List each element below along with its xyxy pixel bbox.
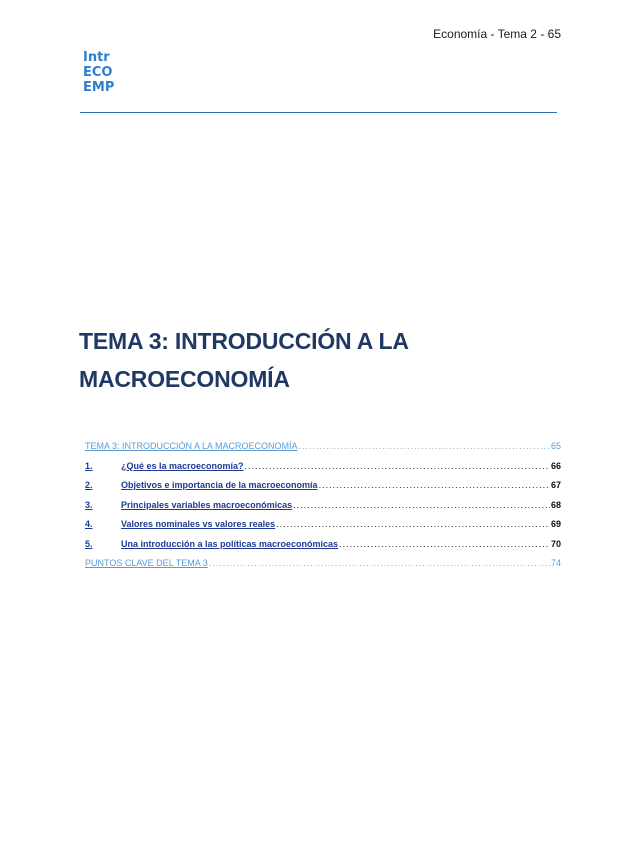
toc-entry-section-4[interactable]	[85, 517, 561, 537]
toc-leader-dots	[293, 498, 550, 513]
toc-leader-dots	[339, 537, 550, 552]
logo-line-2: ECO	[83, 65, 113, 80]
toc-entry-key-points[interactable]	[85, 556, 561, 576]
toc-leader-dots	[276, 517, 550, 532]
logo-line-1: Intr	[83, 50, 110, 65]
toc-entry-section-1[interactable]	[85, 459, 561, 479]
logo-line-3: EMP	[83, 80, 115, 95]
toc-entry-page: 68	[550, 499, 561, 510]
toc-entry-number[interactable]: 4.	[85, 519, 93, 529]
toc-entry-section-5[interactable]	[85, 537, 561, 557]
header-divider	[80, 112, 557, 113]
toc-entry-page: 65	[550, 441, 561, 451]
toc-entry-label[interactable]: ¿Qué es la macroeconomía?	[121, 460, 244, 471]
toc-leader-dots	[245, 459, 550, 474]
toc-entry-page: 66	[550, 460, 561, 471]
toc-entry-page: 70	[550, 538, 561, 549]
toc-entry-page: 74	[550, 558, 561, 568]
toc-entry-number[interactable]: 3.	[85, 499, 93, 510]
table-of-contents	[85, 439, 561, 576]
toc-entry-label[interactable]: PUNTOS CLAVE DEL TEMA 3	[85, 558, 208, 568]
toc-entry-number[interactable]: 5.	[85, 538, 93, 549]
chapter-title-line-2: MACROECONOMÍA	[79, 366, 290, 392]
intreco-emp-logo	[83, 50, 114, 95]
chapter-title-line-1: TEMA 3: INTRODUCCIÓN A LA	[79, 328, 409, 354]
toc-leader-dots	[299, 439, 550, 454]
toc-entry-label[interactable]: Principales variables macroeconómicas	[121, 499, 293, 510]
toc-leader-dots	[209, 556, 550, 571]
toc-entry-number[interactable]: 2.	[85, 480, 93, 490]
toc-entry-label[interactable]: Valores nominales vs valores reales	[121, 519, 276, 529]
toc-leader-dots	[319, 478, 550, 493]
toc-entry-label[interactable]: TEMA 3: INTRODUCCIÓN A LA MACROECONOMÍA	[85, 441, 298, 451]
toc-entry-label[interactable]: Objetivos e importancia de la macroeconomía	[121, 480, 318, 490]
toc-entry-number[interactable]: 1.	[85, 460, 93, 471]
toc-entry-section-3[interactable]	[85, 498, 561, 518]
toc-entry-page: 69	[550, 519, 561, 529]
toc-entry-label[interactable]: Una introducción a las políticas macroeconómicas	[121, 538, 339, 549]
toc-entry-chapter[interactable]	[85, 439, 561, 459]
toc-entry-page: 67	[550, 480, 561, 490]
chapter-title	[79, 322, 539, 398]
toc-entry-section-2[interactable]	[85, 478, 561, 498]
running-header: Economía - Tema 2 - 65	[433, 27, 561, 41]
